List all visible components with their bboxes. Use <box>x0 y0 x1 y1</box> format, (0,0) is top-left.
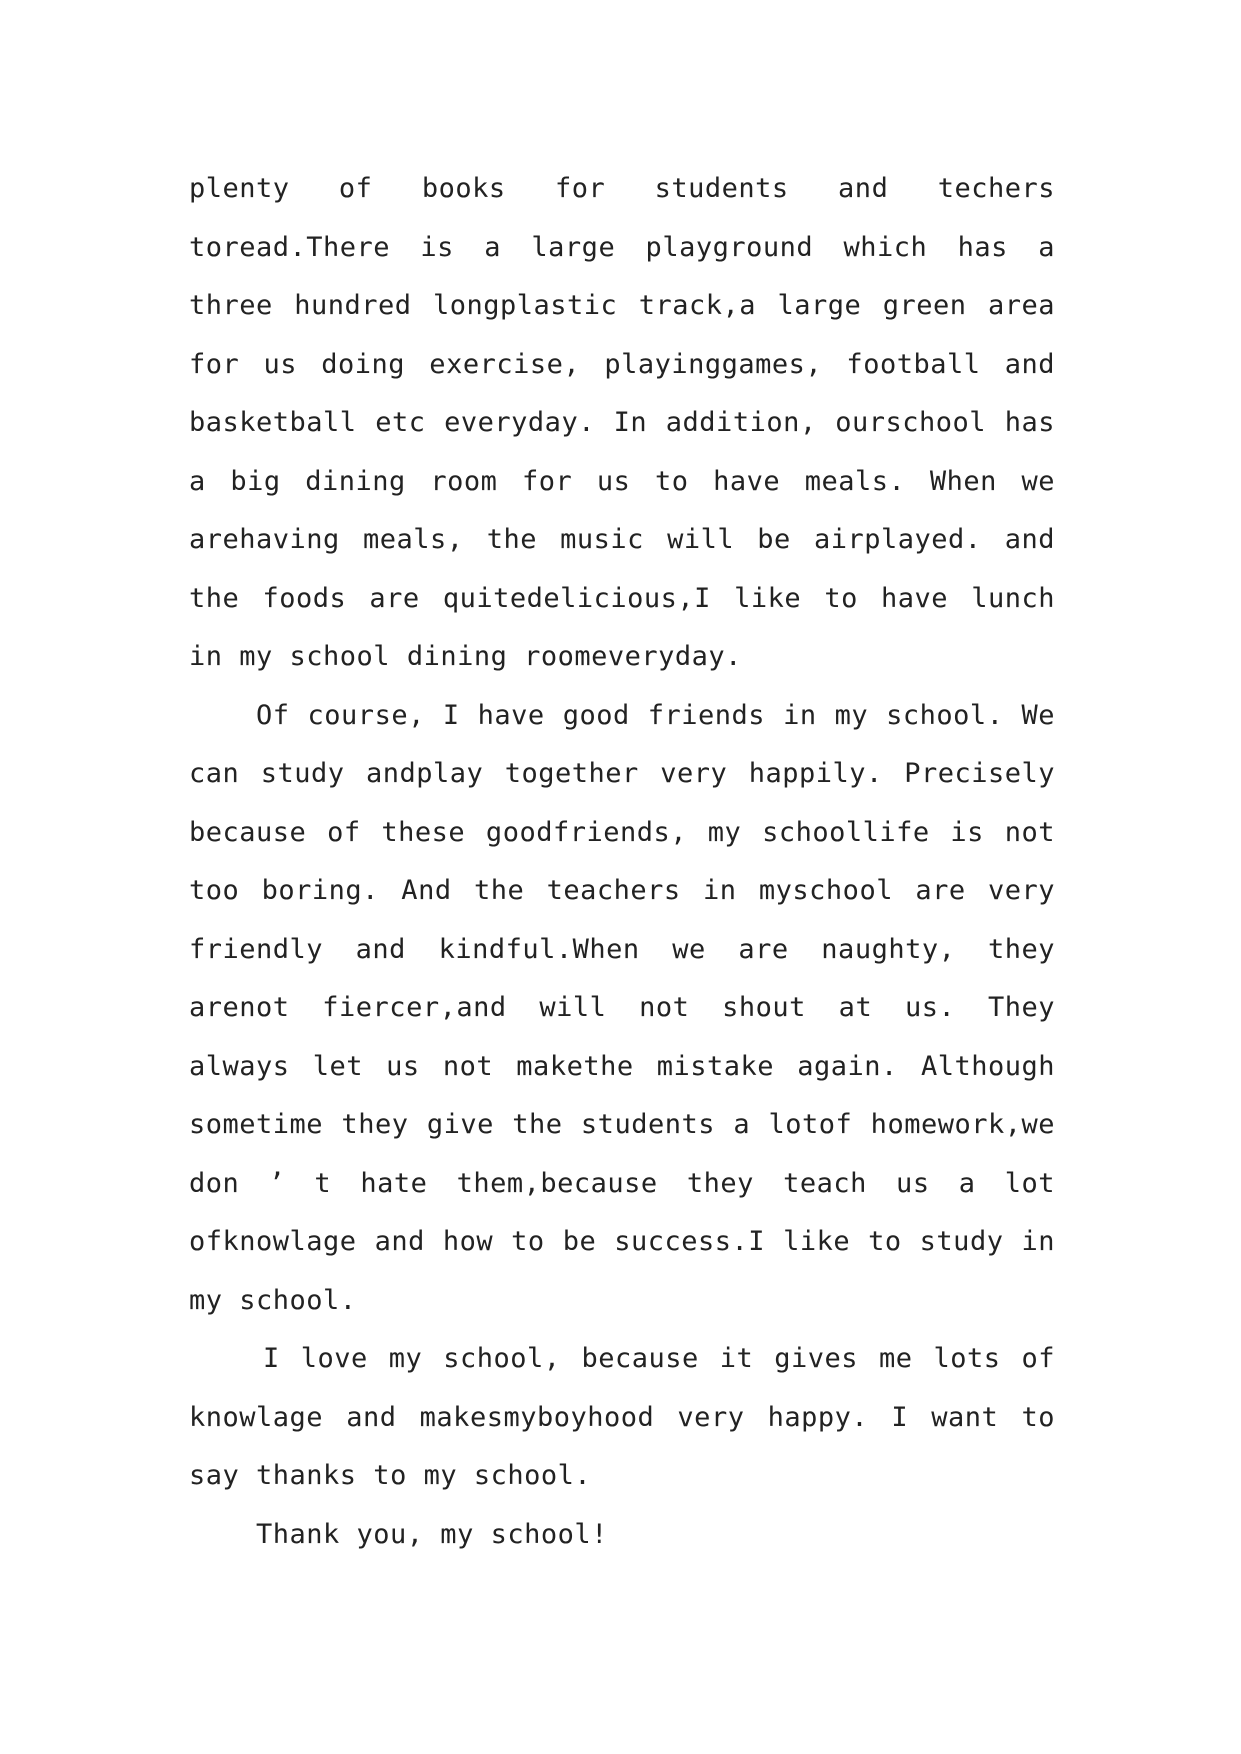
body-text <box>189 160 1055 1564</box>
text-line: toread.There is a large playground which has a <box>189 231 1055 263</box>
text-line: plenty of books for students and techers <box>189 173 1055 204</box>
text-line: sometime they give the students a lotof homework,we <box>189 1109 1055 1140</box>
text-line: because of these goodfriends, my schoollife is not <box>189 816 1055 848</box>
text-line: basketball etc everyday. In addition, ourschool has <box>189 407 1055 438</box>
text-line: Of course, I have good friends in my school. We <box>256 699 1055 731</box>
text-line: ofknowlage and how to be success.I like to study in <box>189 1226 1055 1257</box>
text-line: the foods are quitedelicious,I like to have lunch <box>189 582 1055 614</box>
text-line: can study andplay together very happily. Precisely <box>189 758 1055 789</box>
text-line: always let us not makethe mistake again. Although <box>189 1050 1055 1082</box>
text-line: say thanks to my school. <box>189 1460 592 1491</box>
text-line: arehaving meals, the music will be airplayed. and <box>189 524 1055 555</box>
text-line: I love my school, because it gives me lots of <box>263 1343 1055 1374</box>
text-line: knowlage and makesmyboyhood very happy. I want to <box>189 1401 1055 1433</box>
text-line: in my school dining roomeveryday. <box>189 641 742 672</box>
text-line: friendly and kindful.When we are naughty, they <box>189 933 1055 965</box>
text-line: don ’ t hate them,because they teach us a lot <box>189 1167 1055 1199</box>
text-line: three hundred longplastic track,a large green area <box>189 290 1055 321</box>
text-line: arenot fiercer,and will not shout at us. They <box>189 992 1055 1023</box>
text-line: too boring. And the teachers in myschool are very <box>189 875 1055 906</box>
text-line: Thank you, my school! <box>256 1518 608 1550</box>
text-line: a big dining room for us to have meals. When we <box>189 465 1055 497</box>
text-line: for us doing exercise, playinggames, football and <box>189 348 1055 380</box>
text-line: my school. <box>189 1284 357 1316</box>
